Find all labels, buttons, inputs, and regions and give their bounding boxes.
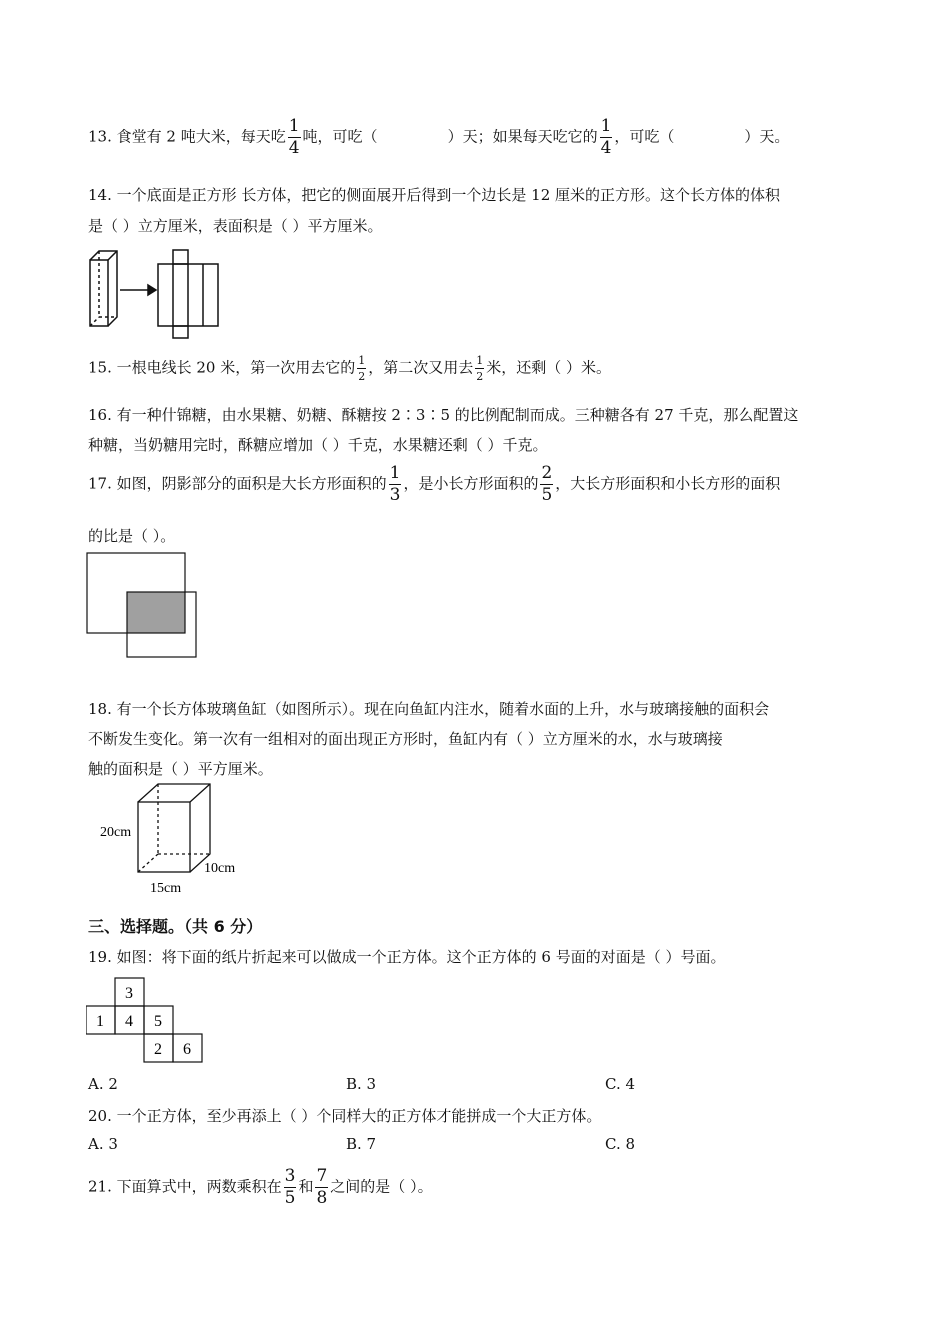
- q15-fraction-2-numerator: 1: [476, 354, 484, 367]
- q17-text-3: ，大长方形面积和小长方形的面积: [555, 474, 781, 493]
- net-face-label: 3: [125, 985, 133, 1002]
- cuboid-top-edge: [108, 251, 117, 260]
- unfold-top-base: [173, 250, 188, 264]
- question-13: [88, 118, 789, 157]
- q21-text-3: 之间的是（ ）。: [330, 1177, 433, 1196]
- q14-cuboid-unfold-figure: [86, 248, 226, 340]
- q15-fraction-2: [475, 355, 484, 382]
- q21-fraction-1: [284, 1168, 297, 1207]
- q20-option-a[interactable]: A. 3: [88, 1135, 118, 1153]
- label-width: 10cm: [204, 861, 236, 876]
- q21-text-1: 21. 下面算式中，两数乘积在: [88, 1177, 282, 1196]
- cuboid-back-edges: [90, 251, 117, 326]
- q21-fraction-2-numerator: 7: [316, 1166, 328, 1186]
- q17-text-1: 17. 如图，阴影部分的面积是大长方形面积的: [88, 474, 387, 493]
- q17-text-2: ，是小长方形面积的: [403, 474, 539, 493]
- q13-text-4: ，可吃（: [614, 127, 675, 146]
- question-16-line-1: 16. 有一种什锦糖，由水果糖、奶糖、酥糖按 2∶3∶5 的比例配制而成。三种糖各有 27 千克，那么配置这: [88, 406, 799, 424]
- shaded-overlap-region: [127, 592, 185, 633]
- net-face-label: 6: [183, 1041, 191, 1058]
- question-16-line-2: 种糖，当奶糖用完时，酥糖应增加（ ）千克，水果糖还剩（ ）千克。: [88, 436, 548, 454]
- net-face-label: 1: [96, 1013, 104, 1030]
- q19-cube-net-figure: [86, 976, 206, 1066]
- q15-fraction-2-denominator: 2: [476, 370, 484, 383]
- q15-fraction-1-denominator: 2: [358, 370, 366, 383]
- q17-fraction-1-denominator: 3: [389, 485, 401, 505]
- question-18-line-2: 不断发生变化。第一次有一组相对的面出现正方形时，鱼缸内有（ ）立方厘米的水，水与玻璃接: [88, 730, 723, 748]
- q17-fraction-2: [540, 465, 553, 504]
- q19-option-b[interactable]: B. 3: [346, 1075, 377, 1093]
- net-face-label: 2: [154, 1041, 162, 1058]
- q15-text-1: 15. 一根电线长 20 米，第一次用去它的: [88, 358, 356, 377]
- q21-fraction-2: [315, 1168, 328, 1207]
- q15-text-3: 米，还剩（ ）米。: [486, 358, 612, 377]
- q13-fraction-1-denominator: 4: [288, 138, 300, 158]
- tank-visible-back-edges: [138, 784, 210, 872]
- q21-fraction-1-denominator: 5: [284, 1188, 296, 1208]
- q15-text-2: ，第二次又用去: [368, 358, 474, 377]
- q13-text-3: ）天；如果每天吃它的: [447, 127, 598, 146]
- q21-fraction-1-numerator: 3: [284, 1166, 296, 1186]
- unfold-bottom-base: [173, 326, 188, 338]
- tank-hidden-depth-edge: [138, 854, 158, 872]
- q13-text-5: ）天。: [744, 127, 790, 146]
- q13-fraction-1-numerator: 1: [288, 116, 300, 136]
- cuboid-hidden-bottom-edge: [90, 317, 99, 326]
- tank-front-face: [138, 802, 190, 872]
- q19-option-c[interactable]: C. 4: [605, 1075, 636, 1093]
- q13-text-1: 13. 食堂有 2 吨大米，每天吃: [88, 127, 286, 146]
- question-19: 19. 如图：将下面的纸片折起来可以做成一个正方体。这个正方体的 6 号面的对面是（ ）号面。: [88, 948, 726, 966]
- q17-fraction-1: [389, 465, 402, 504]
- q20-option-b[interactable]: B. 7: [346, 1135, 377, 1153]
- question-17-line-2: 的比是（ ）。: [88, 527, 176, 545]
- q13-text-2: 吨，可吃（: [302, 127, 378, 146]
- question-17-line-1: [88, 465, 780, 504]
- question-18-line-1: 18. 有一个长方体玻璃鱼缸（如图所示）。现在向鱼缸内注水，随着水面的上升，水与玻璃接触的面积会: [88, 700, 770, 718]
- q13-fraction-1: [288, 118, 301, 157]
- q17-rectangles-figure: [86, 552, 200, 660]
- q17-fraction-2-denominator: 5: [541, 485, 553, 505]
- q13-fraction-2-denominator: 4: [600, 138, 612, 158]
- question-15: [88, 355, 611, 382]
- question-14-line-2: 是（ ）立方厘米，表面积是（ ）平方厘米。: [88, 217, 383, 235]
- question-18-line-3: 触的面积是（ ）平方厘米。: [88, 760, 273, 778]
- net-face-label: 4: [125, 1013, 133, 1030]
- tank-top-right-edge: [190, 784, 210, 802]
- section-3-title: 三、选择题。（共 6 分）: [88, 917, 263, 936]
- label-height: 20cm: [100, 825, 132, 840]
- label-length: 15cm: [150, 881, 182, 896]
- q15-fraction-1-numerator: 1: [358, 354, 366, 367]
- net-face-label: 5: [154, 1013, 162, 1030]
- question-14-line-1: 14. 一个底面是正方形 长方体，把它的侧面展开后得到一个边长是 12 厘米的正方形。这个长方体的体积: [88, 186, 781, 204]
- question-21: [88, 1168, 433, 1207]
- q17-fraction-2-numerator: 2: [541, 463, 553, 483]
- question-20: 20. 一个正方体，至少再添上（ ）个同样大的正方体才能拼成一个大正方体。: [88, 1107, 602, 1125]
- q20-option-c[interactable]: C. 8: [605, 1135, 636, 1153]
- q21-text-2: 和: [298, 1177, 314, 1196]
- arrow-head: [148, 285, 156, 295]
- q17-fraction-1-numerator: 1: [389, 463, 401, 483]
- q18-fish-tank-figure: [96, 780, 256, 896]
- q13-fraction-2: [600, 118, 613, 157]
- q15-fraction-1: [357, 355, 366, 382]
- q21-fraction-2-denominator: 8: [316, 1188, 328, 1208]
- q13-fraction-2-numerator: 1: [600, 116, 612, 136]
- q19-option-a[interactable]: A. 2: [88, 1075, 118, 1093]
